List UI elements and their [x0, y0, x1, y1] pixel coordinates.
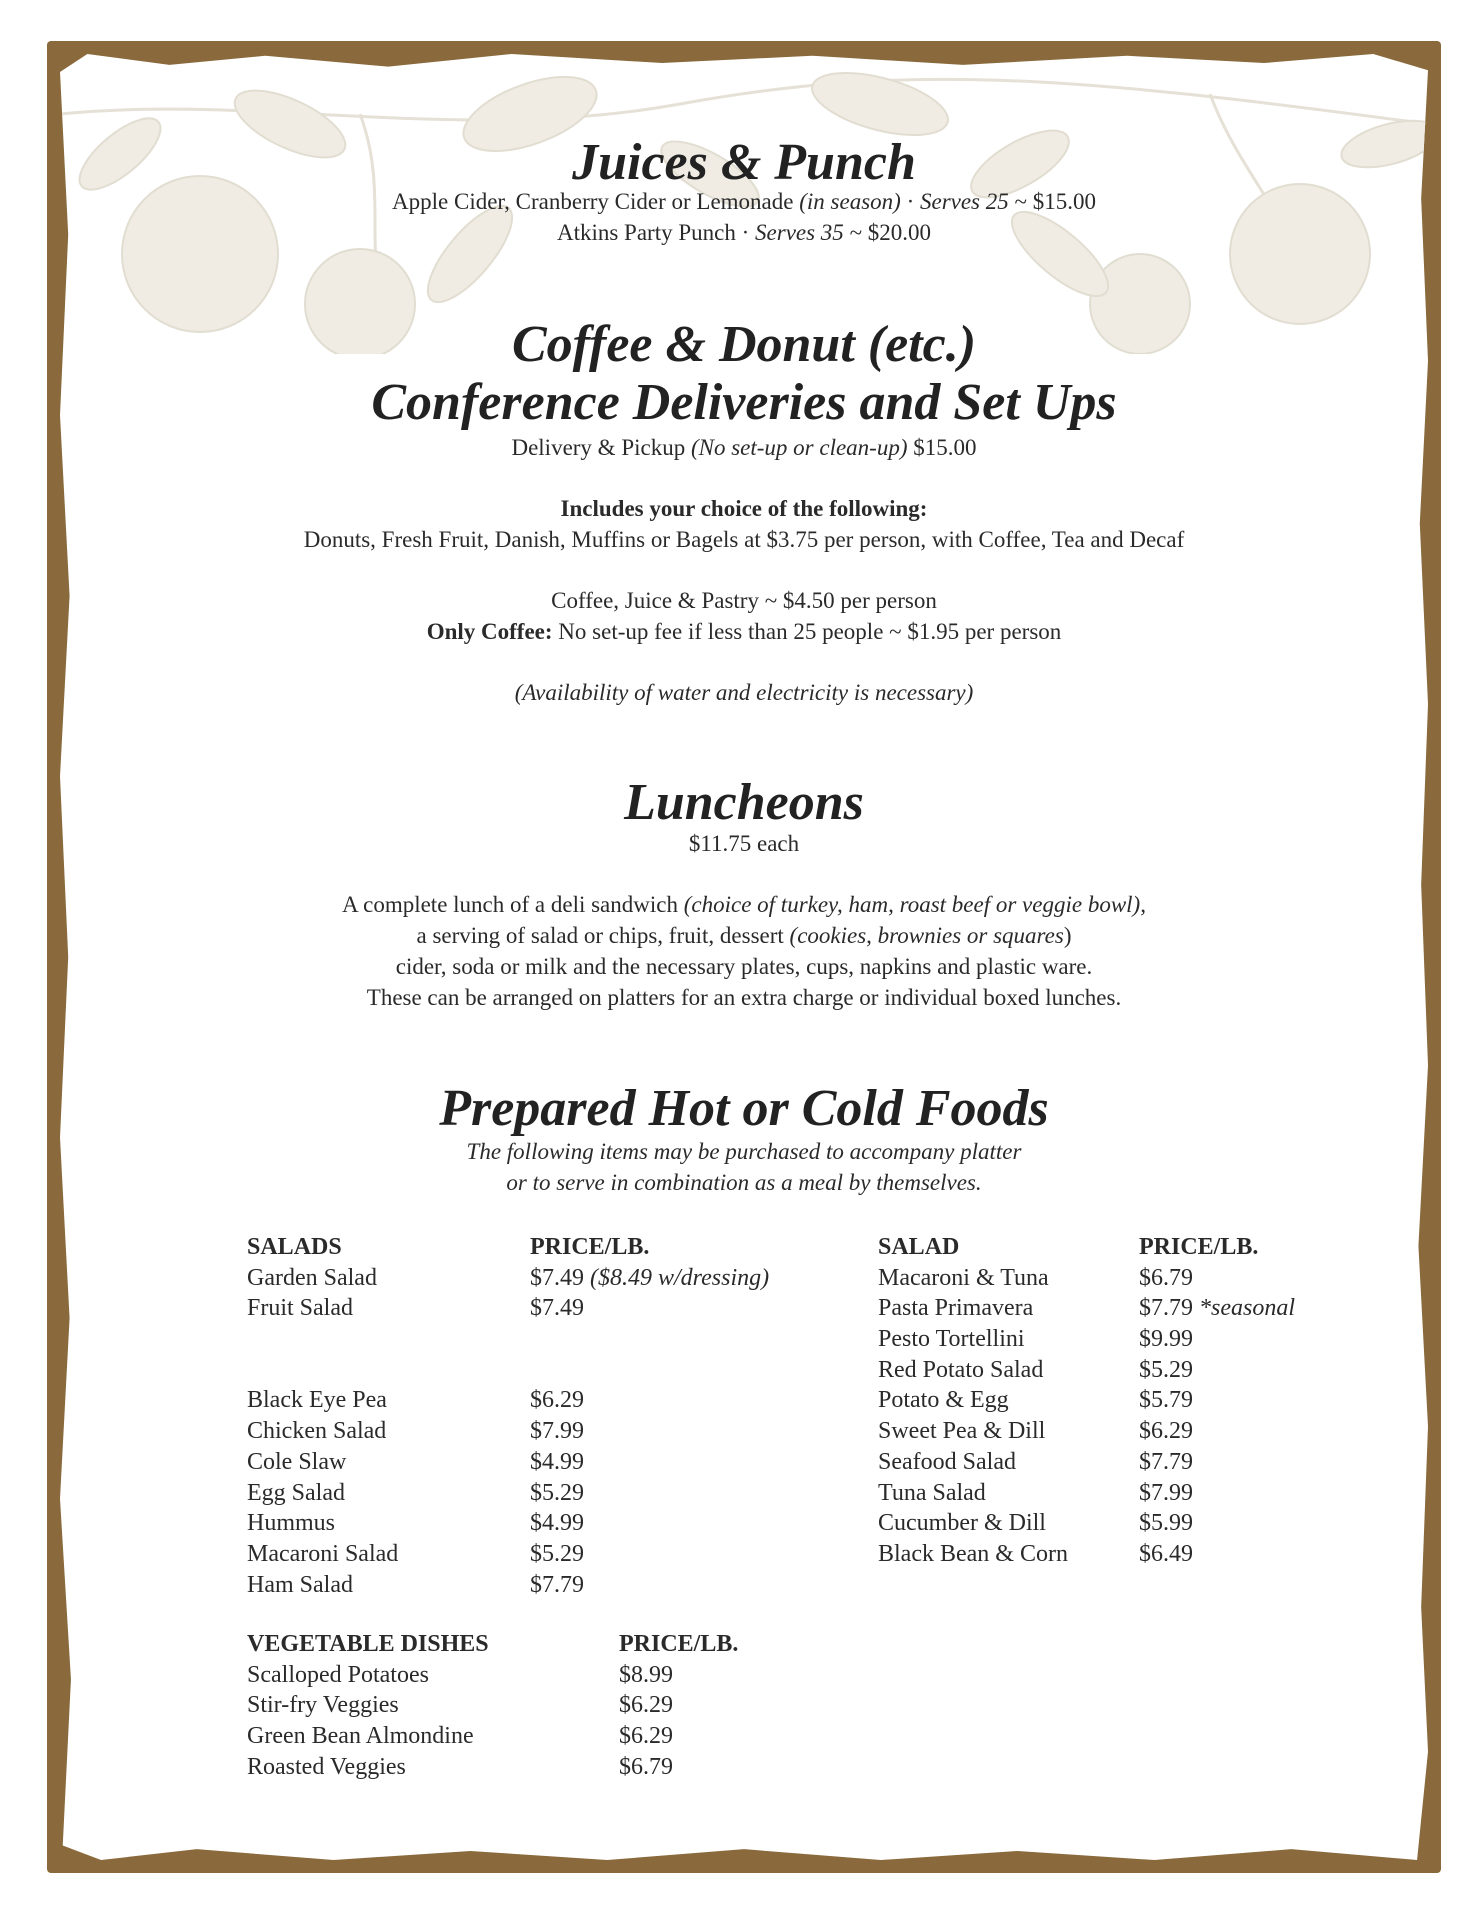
menu-item-row	[247, 1263, 827, 1294]
prepared-title: Prepared Hot or Cold Foods	[439, 1080, 1049, 1137]
item-name: Roasted Veggies	[247, 1753, 406, 1780]
luncheons-price: $11.75 each	[688, 831, 800, 856]
delivery-line: Delivery & Pickup (No set-up or clean-up) $15.00	[511, 435, 977, 460]
item-name: Hummus	[247, 1510, 336, 1537]
item-price: $7.49 ($8.49 w/dressing)	[530, 1264, 770, 1291]
luncheons-desc-1: A complete lunch of a deli sandwich (choice of turkey, ham, roast beef or veggie bowl),	[342, 892, 1146, 917]
luncheons-desc-4: These can be arranged on platters for an extra charge or individual boxed lunches.	[366, 985, 1122, 1010]
menu-item-row	[247, 1721, 767, 1752]
item-name: Cucumber & Dill	[878, 1510, 1046, 1537]
item-name: Pesto Tortellini	[878, 1326, 1025, 1353]
menu-item-row	[878, 1293, 1358, 1324]
item-name: Egg Salad	[247, 1479, 345, 1506]
item-price: $5.29	[530, 1479, 584, 1506]
item-name: Sweet Pea & Dill	[878, 1418, 1046, 1445]
item-name: Tuna Salad	[878, 1479, 986, 1506]
item-price: $6.29	[530, 1387, 584, 1414]
salads-left-list	[247, 1232, 827, 1600]
menu-item-row	[247, 1539, 827, 1570]
salads-right-list	[878, 1232, 1358, 1570]
item-name: Red Potato Salad	[878, 1356, 1044, 1383]
item-price: $7.79	[1139, 1448, 1193, 1475]
item-name: Fruit Salad	[247, 1295, 353, 1322]
coffee-section	[60, 316, 1428, 708]
juices-line-1-main: Apple Cider, Cranberry Cider or Lemonade	[392, 189, 794, 214]
menu-item-row	[247, 1385, 827, 1416]
menu-item-row	[878, 1416, 1358, 1447]
luncheons-desc-3: cider, soda or milk and the necessary plates, cups, napkins and plastic ware.	[395, 954, 1093, 979]
item-name: Macaroni & Tuna	[878, 1264, 1049, 1291]
coffee-title: Coffee & Donut (etc.)	[511, 316, 977, 373]
menu-item-row	[247, 1660, 767, 1691]
item-price: $6.29	[1139, 1418, 1193, 1445]
prepared-subtitle-1: The following items may be purchased to accompany platter	[466, 1139, 1022, 1164]
juices-line-2-main: Atkins Party Punch	[556, 220, 736, 245]
item-price: $6.29	[619, 1692, 673, 1719]
juices-line-2-serves: Serves 35	[755, 220, 844, 245]
menu-item-row	[878, 1447, 1358, 1478]
menu-item-row	[878, 1263, 1358, 1294]
menu-item-row	[247, 1447, 827, 1478]
menu-item-row	[247, 1478, 827, 1509]
item-price: $8.99	[619, 1661, 673, 1688]
menu-item-row	[247, 1690, 767, 1721]
menu-item-row	[247, 1570, 827, 1601]
item-price: $5.29	[1139, 1356, 1193, 1383]
juices-line-2: Atkins Party Punch · Serves 35 ~ $20.00	[556, 220, 932, 245]
menu-item-row	[247, 1508, 827, 1539]
menu-item-row	[878, 1385, 1358, 1416]
item-price: $6.79	[1139, 1264, 1193, 1291]
item-price: $7.99	[1139, 1479, 1193, 1506]
item-note: *seasonal	[1199, 1295, 1295, 1322]
pastry-line: Coffee, Juice & Pastry ~ $4.50 per person	[551, 588, 937, 613]
item-name: Scalloped Potatoes	[247, 1661, 429, 1688]
item-price: $5.79	[1139, 1387, 1193, 1414]
item-price: $7.79	[530, 1571, 584, 1598]
item-price: $6.49	[1139, 1540, 1193, 1567]
menu-item-row	[247, 1416, 827, 1447]
item-name: Stir-fry Veggies	[247, 1692, 399, 1719]
juices-section	[60, 134, 1428, 248]
item-price: $7.99	[530, 1418, 584, 1445]
item-price: $5.29	[530, 1540, 584, 1567]
item-name: Chicken Salad	[247, 1418, 387, 1445]
menu-item-row	[878, 1324, 1358, 1355]
juices-line-1-note: (in season)	[799, 189, 901, 214]
luncheons-title: Luncheons	[624, 774, 864, 831]
item-price: $6.29	[619, 1723, 673, 1750]
item-name: Green Bean Almondine	[247, 1723, 474, 1750]
prepared-section	[60, 1080, 1428, 1198]
juices-line-1-serves: Serves 25	[919, 189, 1009, 214]
conference-title: Conference Deliveries and Set Ups	[371, 374, 1117, 431]
luncheons-section	[60, 774, 1428, 1013]
includes-items: Donuts, Fresh Fruit, Danish, Muffins or Bagels at $3.75 per person, with Coffee, Tea and Decaf	[303, 527, 1185, 552]
item-price: $7.79 *seasonal	[1139, 1295, 1295, 1322]
item-price: $4.99	[530, 1448, 584, 1475]
item-price: $7.49	[530, 1295, 584, 1322]
prepared-subtitle-2: or to serve in combination as a meal by themselves.	[506, 1170, 982, 1195]
item-name: Seafood Salad	[878, 1448, 1016, 1475]
menu-item-row	[247, 1752, 767, 1783]
item-name: Black Eye Pea	[247, 1387, 387, 1414]
item-note: ($8.49 w/dressing)	[590, 1264, 770, 1291]
item-price: $6.79	[619, 1753, 673, 1780]
juices-line-1: Apple Cider, Cranberry Cider or Lemonade (in season) · Serves 25 ~ $15.00	[392, 189, 1096, 214]
item-price: $9.99	[1139, 1326, 1193, 1353]
vegetables-list	[247, 1629, 767, 1782]
item-name: Pasta Primavera	[878, 1295, 1034, 1322]
item-name: Garden Salad	[247, 1264, 377, 1291]
menu-item-row	[878, 1478, 1358, 1509]
item-name: Ham Salad	[247, 1571, 353, 1598]
only-coffee-line: Only Coffee: No set-up fee if less than 25 people ~ $1.95 per person	[426, 619, 1062, 644]
menu-item-row	[878, 1355, 1358, 1386]
juices-line-2-price: ~ $20.00	[843, 220, 932, 245]
item-name: Black Bean & Corn	[878, 1540, 1068, 1567]
juices-line-1-price: ~ $15.00	[1008, 189, 1096, 214]
includes-heading: Includes your choice of the following:	[560, 496, 928, 521]
item-name: Potato & Egg	[878, 1387, 1009, 1414]
item-name: Macaroni Salad	[247, 1540, 399, 1567]
menu-item-row	[878, 1539, 1358, 1570]
vegetables-header: VEGETABLE DISHES PRICE/LB.	[247, 1631, 739, 1657]
salads-left-header: SALADS PRICE/LB.	[247, 1234, 650, 1260]
menu-item-row	[247, 1293, 827, 1324]
item-price: $5.99	[1139, 1510, 1193, 1537]
item-name: Cole Slaw	[247, 1448, 347, 1475]
salads-right-header: SALAD PRICE/LB.	[878, 1234, 1259, 1260]
availability-note: (Availability of water and electricity is necessary)	[514, 680, 974, 705]
item-price: $4.99	[530, 1510, 584, 1537]
menu-item-row	[878, 1508, 1358, 1539]
luncheons-desc-2: a serving of salad or chips, fruit, dessert (cookies, brownies or squares)	[416, 923, 1072, 948]
juices-title: Juices & Punch	[572, 134, 916, 191]
